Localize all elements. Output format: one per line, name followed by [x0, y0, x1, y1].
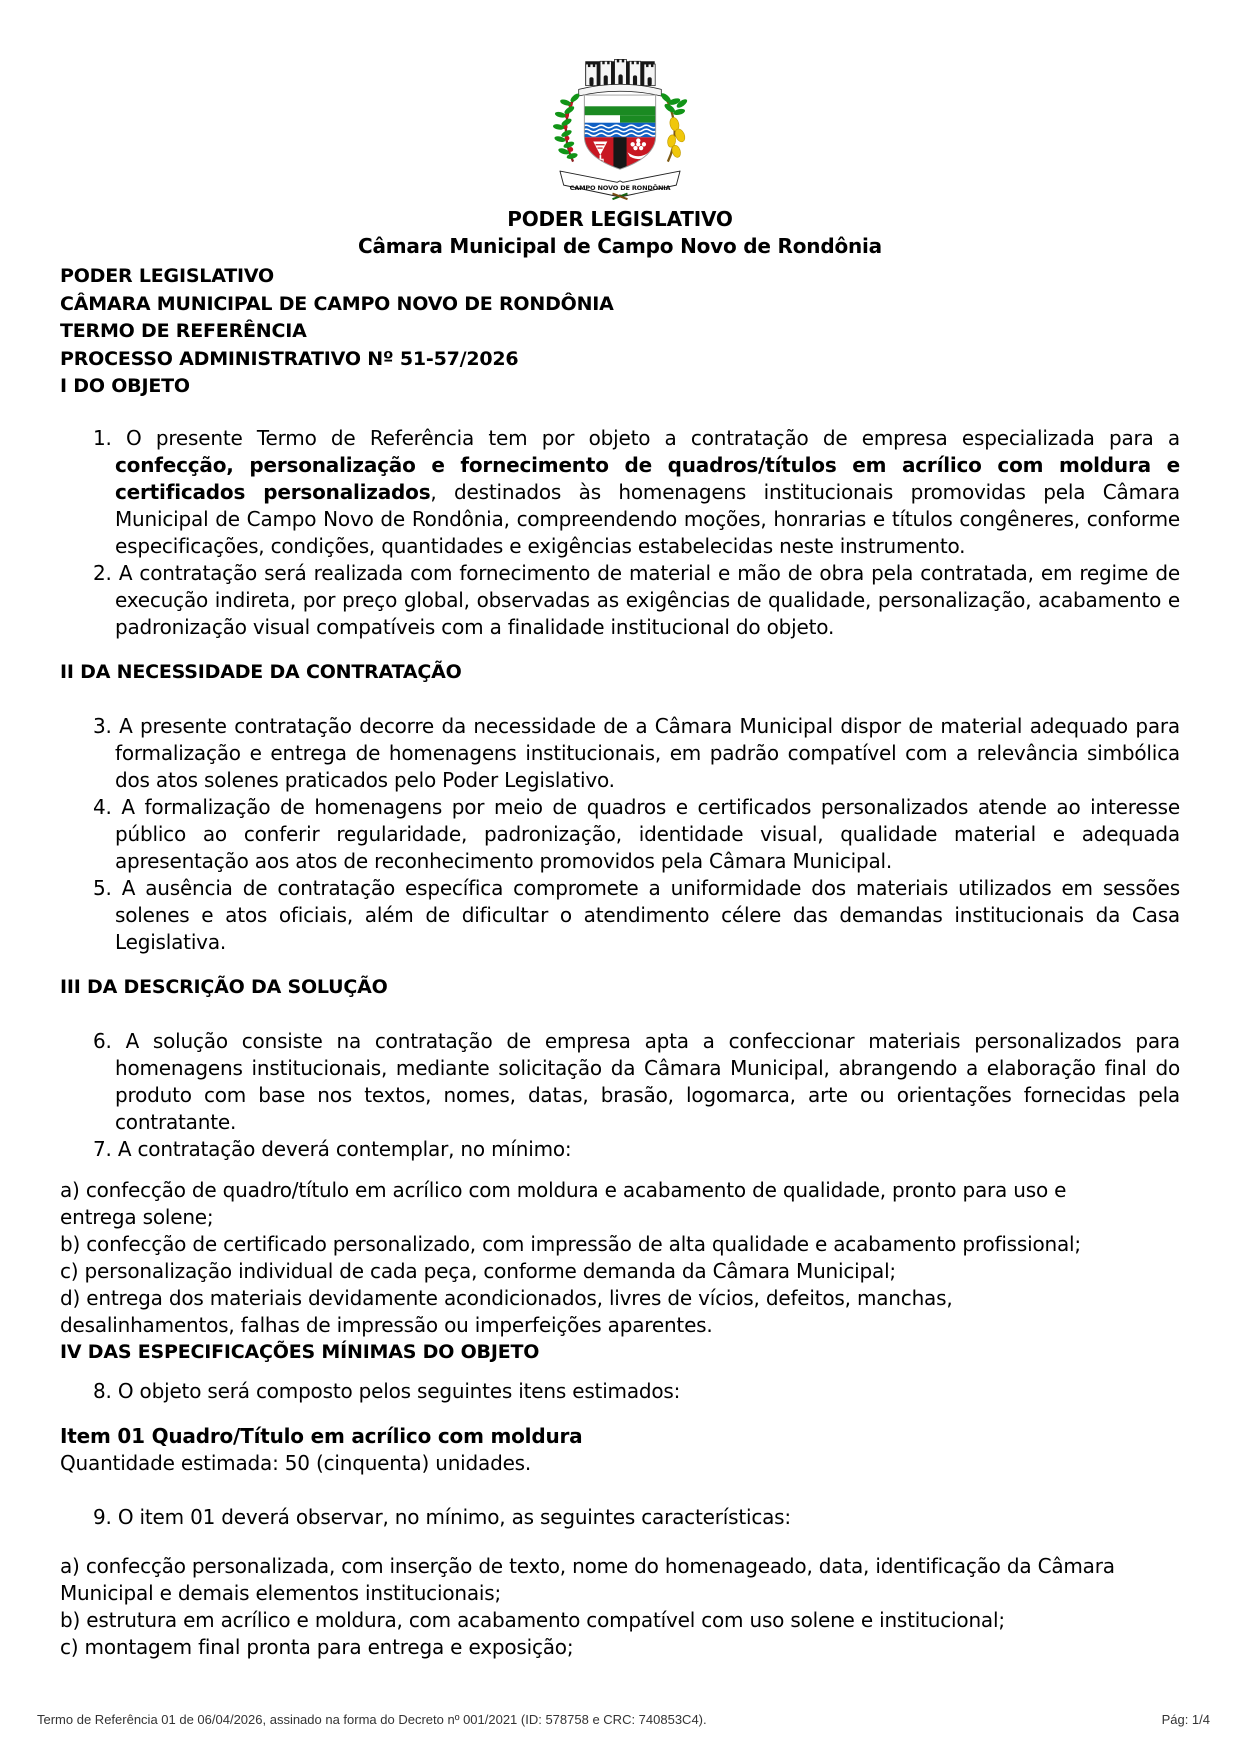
crest-banner: [560, 171, 680, 199]
item-number: 3.: [93, 713, 112, 738]
coffee-branch-icon: [553, 92, 581, 162]
numbered-item-7: [60, 1136, 1180, 1163]
letter-line-a1: a) confecção de quadro/título em acrílico com moldura e acabamento de qualidade, pronto para uso e: [60, 1177, 1067, 1202]
letter-line-d2: desalinhamentos, falhas de impressão ou imperfeições aparentes.: [60, 1312, 713, 1337]
header-power-title: PODER LEGISLATIVO: [507, 207, 733, 231]
item-number: 8.: [93, 1378, 112, 1403]
footer-signature-note: Termo de Referência 01 de 06/04/2026, assinado na forma do Decreto nº 001/2021 (ID: 578758 e CRC: 740853C4).: [37, 1712, 707, 1727]
item-number: 4.: [93, 794, 112, 819]
document-meta-block: [60, 263, 1180, 401]
item-2-text: A contratação será realizada com fornecimento de material e mão de obra pela contratada, em regime de execução indireta, por preço global, observadas as exigências de qualidade, personalização, acabamento e padronização visual compatíveis com a finalidade institucional do objeto.: [115, 560, 1180, 639]
numbered-item-4: [60, 794, 1180, 875]
item-4-text: A formalização de homenagens por meio de quadros e certificados personalizados atende ao interesse público ao conferir regularidade, padronização, identidade visual, qualidade material e adequada apresentação aos atos de reconhecimento promovidos pela Câmara Municipal.: [115, 794, 1180, 873]
letter-line-a1: a) confecção personalizada, com inserção de texto, nome do homenageado, data, identificação da Câmara: [60, 1553, 1115, 1578]
letter-line-d1: d) entrega dos materiais devidamente acondicionados, livres de vícios, defeitos, manchas,: [60, 1285, 953, 1310]
numbered-item-2: [60, 560, 1180, 641]
section-heading-iv: IV DAS ESPECIFICAÇÕES MÍNIMAS DO OBJETO: [60, 1340, 540, 1363]
section-heading-ii: II DA NECESSIDADE DA CONTRATAÇÃO: [60, 660, 462, 683]
document-header: [0, 0, 1240, 206]
item-5-text: A ausência de contratação específica compromete a uniformidade dos materiais utilizados em sessões solenes e atos oficiais, além de dificultar o atendimento célere das demandas institucionais da Casa Legislativa.: [115, 875, 1180, 954]
cacao-branch-icon: [660, 92, 689, 162]
letter-line-c: c) personalização individual de cada peça, conforme demanda da Câmara Municipal;: [60, 1258, 896, 1283]
letter-line-b: b) confecção de certificado personalizado, com impressão de alta qualidade e acabamento profissional;: [60, 1231, 1081, 1256]
item-number: 2.: [93, 560, 112, 585]
meta-line-doc-type: TERMO DE REFERÊNCIA: [60, 320, 307, 342]
item-01-quantity: Quantidade estimada: 50 (cinquenta) unidades.: [60, 1450, 532, 1475]
page-footer: [37, 1712, 1210, 1727]
item-3-text: A presente contratação decorre da necessidade de a Câmara Municipal dispor de material adequado para formalização e entrega de homenagens institucionais, em padrão compatível com a relevância simbólica dos atos solenes praticados pelo Poder Legislativo.: [115, 713, 1180, 792]
item-1-text-pre: O presente Termo de Referência tem por objeto a contratação de empresa especializada para a: [126, 425, 1180, 450]
letter-line-c: c) montagem final pronta para entrega e exposição;: [60, 1634, 574, 1659]
item-number: 1.: [93, 425, 112, 450]
numbered-item-5: [60, 875, 1180, 956]
letter-line-a2: Municipal e demais elementos institucionais;: [60, 1580, 502, 1605]
numbered-item-6: [60, 1028, 1180, 1136]
item-1-text-bold: confecção, personalização e fornecimento de quadros/títulos em acrílico com moldura e certificados personalizados: [115, 452, 1180, 504]
meta-line-power: PODER LEGISLATIVO: [60, 265, 274, 287]
item-01-title: Item 01 Quadro/Título em acrílico com moldura: [60, 1423, 583, 1448]
header-chamber-title: Câmara Municipal de Campo Novo de Rondônia: [358, 234, 882, 258]
numbered-item-8: [60, 1378, 1180, 1405]
crest-banner-text: CAMPO NOVO DE RONDÔNIA: [569, 183, 671, 192]
item-number: 6.: [93, 1028, 112, 1053]
section-heading-iii: III DA DESCRIÇÃO DA SOLUÇÃO: [60, 975, 388, 998]
item-1-text-post: , destinados às homenagens institucionais promovidas pela Câmara Municipal de Campo Novo de Rondônia, compreendendo moções, honrarias e títulos congêneres, conforme especificações, condições, quantidades e exigências estabelecidas neste instrumento.: [115, 479, 1180, 558]
numbered-item-1: [60, 425, 1180, 560]
letter-list-1: [60, 1177, 1180, 1339]
letter-line-a2: entrega solene;: [60, 1204, 214, 1229]
letter-line-b: b) estrutura em acrílico e moldura, com acabamento compatível com uso solene e institucional;: [60, 1607, 1005, 1632]
section-heading-i: I DO OBJETO: [60, 375, 190, 397]
item-number: 9.: [93, 1504, 112, 1529]
municipal-coat-of-arms: [524, 50, 716, 202]
item-7-text: A contratação deverá contemplar, no mínimo:: [117, 1136, 572, 1161]
footer-page-number: Pág: 1/4: [1161, 1712, 1210, 1727]
item-8-text: O objeto será composto pelos seguintes itens estimados:: [117, 1378, 681, 1403]
item-number: 5.: [93, 875, 112, 900]
item-6-text: A solução consiste na contratação de empresa apta a confeccionar materiais personalizados para homenagens institucionais, mediante solicitação da Câmara Municipal, abrangendo a elaboração final do produto com base nos textos, nomes, datas, brasão, logomarca, arte ou orientações fornecidas pela contratante.: [115, 1028, 1180, 1134]
mural-crown-icon: [579, 59, 662, 96]
numbered-item-9: [60, 1504, 1180, 1531]
shield-icon: [582, 95, 657, 170]
item-number: 7.: [93, 1136, 112, 1161]
item-9-text: O item 01 deverá observar, no mínimo, as seguintes características:: [117, 1504, 791, 1529]
meta-line-chamber: CÂMARA MUNICIPAL DE CAMPO NOVO DE RONDÔNIA: [60, 292, 614, 315]
numbered-item-3: [60, 713, 1180, 794]
meta-line-process-number: PROCESSO ADMINISTRATIVO Nº 51-57/2026: [60, 347, 519, 370]
letter-list-2: [60, 1553, 1180, 1661]
